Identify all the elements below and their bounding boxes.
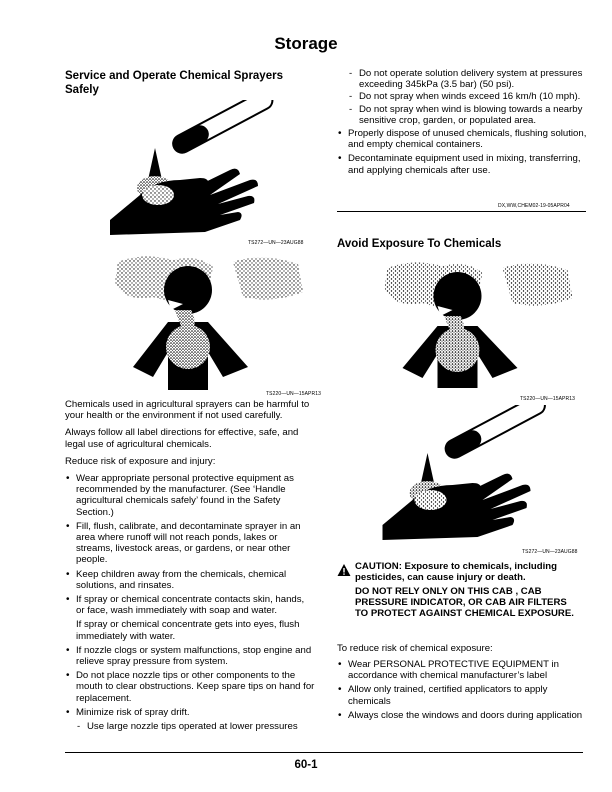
section-title-sprayers: Service and Operate Chemical Sprayers Safely (65, 70, 283, 96)
figure-code-3: TS220—UN—15APR13 (520, 396, 575, 402)
paragraph: Reduce risk of exposure and injury: (65, 455, 216, 467)
figure-code-1: TS272—UN—23AUG88 (248, 240, 304, 246)
bullet-list (65, 473, 315, 718)
warning-triangle-icon (337, 563, 351, 577)
figure-code-4: TS272—UN—23AUG88 (522, 549, 578, 555)
list-item: • If spray or chemical concentrate contacts skin, hands, or face, wash immediately with soap and water. (65, 594, 315, 616)
list-item: • Decontaminate equipment used in mixing, transferring, and applying chemicals after use. (337, 153, 587, 175)
right-bottom-body (337, 659, 587, 724)
caution-title: CAUTION: Exposure to chemicals, including pesticides, can cause injury or death. (355, 561, 558, 584)
caution-body: DO NOT RELY ONLY ON THIS CAB , CAB PRESSURE INDICATOR, OR CAB AIR FILTERS TO PROTECT AGAINST CHEMICAL EXPOSURE. (355, 586, 574, 620)
section-title-exposure: Avoid Exposure To Chemicals (337, 238, 502, 250)
page-title: Storage (274, 34, 338, 53)
inhalation-illustration (380, 258, 585, 388)
dash-item: - Use large nozzle tips operated at lower pressures (75, 721, 315, 732)
list-item: • Always close the windows and doors during application (337, 710, 587, 721)
list-item: • Wear PERSONAL PROTECTIVE EQUIPMENT in accordance with chemical manufacturer’s label (337, 659, 587, 681)
list-item: • Allow only trained, certified applicators to apply chemicals (337, 684, 587, 706)
paragraph: To reduce risk of chemical exposure: (337, 643, 493, 654)
footer-rule (65, 752, 583, 753)
figure-code-2: TS220—UN—15APR13 (266, 391, 321, 397)
bullet-list (337, 659, 587, 721)
list-item-continuation: If spray or chemical concentrate gets into eyes, flush immediately with water. (76, 619, 300, 642)
reference-code: DX,WW,CHEM02-19-05APR04 (498, 203, 570, 209)
inhalation-illustration (113, 252, 313, 390)
list-item: • Keep children away from the chemicals, chemical solutions, and rinsates. (65, 569, 315, 591)
section-divider (337, 211, 586, 212)
paragraph: Always follow all label directions for effective, safe, and legal use of agricultural chemicals. (65, 427, 299, 450)
dash-item: - Do not spray when wind is blowing towards a nearby sensitive crop, garden, or populated area. (347, 104, 587, 126)
dash-item: - Do not spray when winds exceed 16 km/h (10 mph). (347, 91, 587, 102)
dash-item: - Do not operate solution delivery system at pressures exceeding 345kPa (3.5 bar) (50 psi). (347, 68, 587, 90)
hand-chemical-illustration (110, 100, 310, 235)
list-item: • Do not place nozzle tips or other components to the mouth to clear obstructions. Keep spare tips on hand for replacement. (65, 670, 315, 704)
dash-list (347, 68, 587, 126)
list-item: • Properly dispose of unused chemicals, flushing solution, and empty chemical containers. (337, 128, 587, 150)
list-item: • Minimize risk of spray drift. (65, 707, 315, 718)
dash-list (75, 721, 315, 732)
list-item: • Fill, flush, calibrate, and decontaminate sprayer in an area where runoff will not reach ponds, lakes or streams, livestock areas, or gardens, or near other people. (65, 521, 315, 566)
paragraph: Chemicals used in agricultural sprayers can be harmful to your health or the environment if not used carefully. (65, 399, 310, 422)
right-top-body (337, 68, 587, 179)
list-item: • Wear appropriate personal protective equipment as recommended by the manufacturer. (See ‘Handle agricultural chemicals safely’ found in the Safety Section.) (65, 473, 315, 518)
bullet-list (337, 128, 587, 176)
hand-chemical-illustration (380, 405, 585, 540)
list-item: • If nozzle clogs or system malfunctions, stop engine and relieve spray pressure from system. (65, 645, 315, 667)
page-number: 60-1 (294, 759, 318, 771)
left-body (65, 399, 315, 733)
